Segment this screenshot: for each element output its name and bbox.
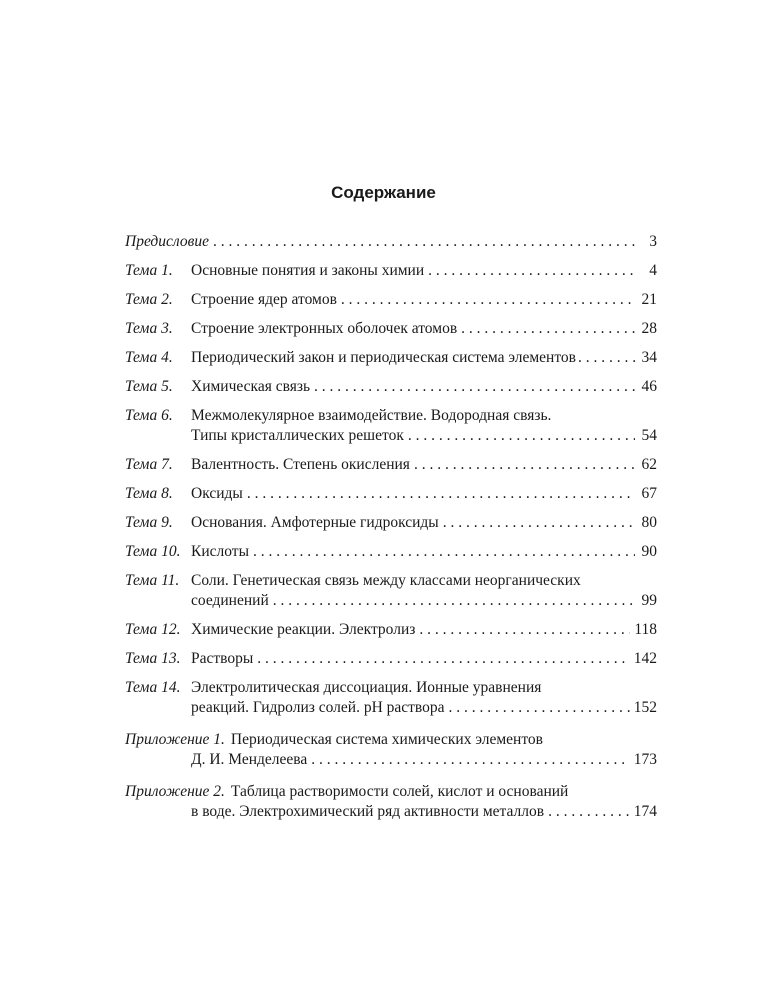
toc-title: Строение ядер атомов [191,291,337,308]
toc-entry-topic-3 [125,319,657,339]
toc-label: Тема 2. [125,291,173,308]
toc-label: Тема 12. [125,621,181,638]
toc-label: Приложение 1. [125,731,225,748]
toc-title: Периодический закон и периодическая система элементов [191,349,576,366]
leader-dots [578,348,637,368]
leader-dots [548,802,630,822]
toc-title: Периодическая система химических элементов [230,731,543,748]
toc-title: Кислоты [191,543,249,560]
toc-label: Тема 3. [125,320,173,337]
page-number: 90 [641,543,657,560]
toc-title: Основные понятия и законы химии [191,262,425,279]
leader-dots [461,319,635,339]
leader-dots [247,484,635,504]
leader-dots [257,649,629,669]
page-number: 21 [641,291,657,308]
toc-label: Тема 5. [125,378,173,395]
page-number: 3 [649,233,657,250]
leader-dots [449,698,630,718]
table-of-contents [125,232,657,822]
page-number: 118 [634,621,657,638]
toc-label: Тема 13. [125,650,181,667]
toc-entry-topic-4 [125,348,657,368]
toc-entry-topic-7 [125,455,657,475]
toc-title: Оксиды [191,485,243,502]
toc-title-continued: реакций. Гидролиз солей. pH раствора [191,699,445,716]
leader-dots [419,620,630,640]
toc-title-continued: в воде. Электрохимический ряд активности металлов [191,803,545,820]
page-number: 142 [633,650,657,667]
toc-title: Межмолекулярное взаимодействие. Водородная связь. [191,407,552,424]
leader-dots [213,232,635,252]
leader-dots [273,591,635,611]
toc-entry-appendix-2 [125,782,657,822]
toc-title: Валентность. Степень окисления [191,456,410,473]
toc-title: Соли. Генетическая связь между классами неорганических [191,572,581,589]
page-number: 99 [641,592,657,609]
toc-label: Тема 7. [125,456,173,473]
toc-label: Тема 14. [125,679,181,696]
leader-dots [253,542,635,562]
toc-label: Тема 1. [125,262,173,279]
page-number: 80 [641,514,657,531]
toc-entry-preface [125,232,657,252]
page-number: 28 [641,320,657,337]
page-number: 34 [641,349,657,366]
toc-title: Растворы [191,650,254,667]
leader-dots [414,455,635,475]
toc-entry-topic-14 [125,678,657,718]
toc-entry-topic-9 [125,513,657,533]
leader-dots [341,290,635,310]
page-number: 62 [641,456,657,473]
toc-entry-topic-2 [125,290,657,310]
toc-title: Таблица растворимости солей, кислот и оснований [230,783,569,800]
toc-title: Химические реакции. Электролиз [191,621,416,638]
toc-label: Тема 4. [125,349,173,366]
toc-entry-topic-8 [125,484,657,504]
toc-title-continued: соединений [191,592,269,609]
leader-dots [311,750,629,770]
toc-title: Основания. Амфотерные гидроксиды [191,514,439,531]
leader-dots [314,377,635,397]
page-number: 46 [641,378,657,395]
page-number: 67 [641,485,657,502]
toc-entry-appendix-1 [125,730,657,770]
toc-entry-topic-10 [125,542,657,562]
toc-label: Приложение 2. [125,783,225,800]
page-number: 54 [641,427,657,444]
toc-entry-topic-5 [125,377,657,397]
toc-entry-topic-1 [125,261,657,281]
leader-dots [443,513,635,533]
toc-entry-topic-11 [125,571,657,611]
page-number: 152 [633,699,657,716]
toc-entry-topic-13 [125,649,657,669]
leader-dots [428,261,635,281]
toc-entry-topic-12 [125,620,657,640]
toc-title: Химическая связь [191,378,311,395]
toc-entry-topic-6 [125,406,657,446]
toc-label: Тема 8. [125,485,173,502]
toc-label: Тема 9. [125,514,173,531]
page-number: 174 [633,803,657,820]
page-number: 4 [649,262,657,279]
leader-dots [408,426,635,446]
toc-label: Тема 11. [125,572,180,589]
toc-label: Предисловие [125,233,209,250]
toc-title-continued: Типы кристаллических решеток [191,427,404,444]
toc-title-continued: Д. И. Менделеева [191,751,308,768]
toc-title: Электролитическая диссоциация. Ионные уравнения [191,679,542,696]
toc-title: Строение электронных оболочек атомов [191,320,458,337]
page-number: 173 [633,751,657,768]
toc-label: Тема 10. [125,543,181,560]
page-title: Содержание [331,183,436,202]
toc-label: Тема 6. [125,407,173,424]
